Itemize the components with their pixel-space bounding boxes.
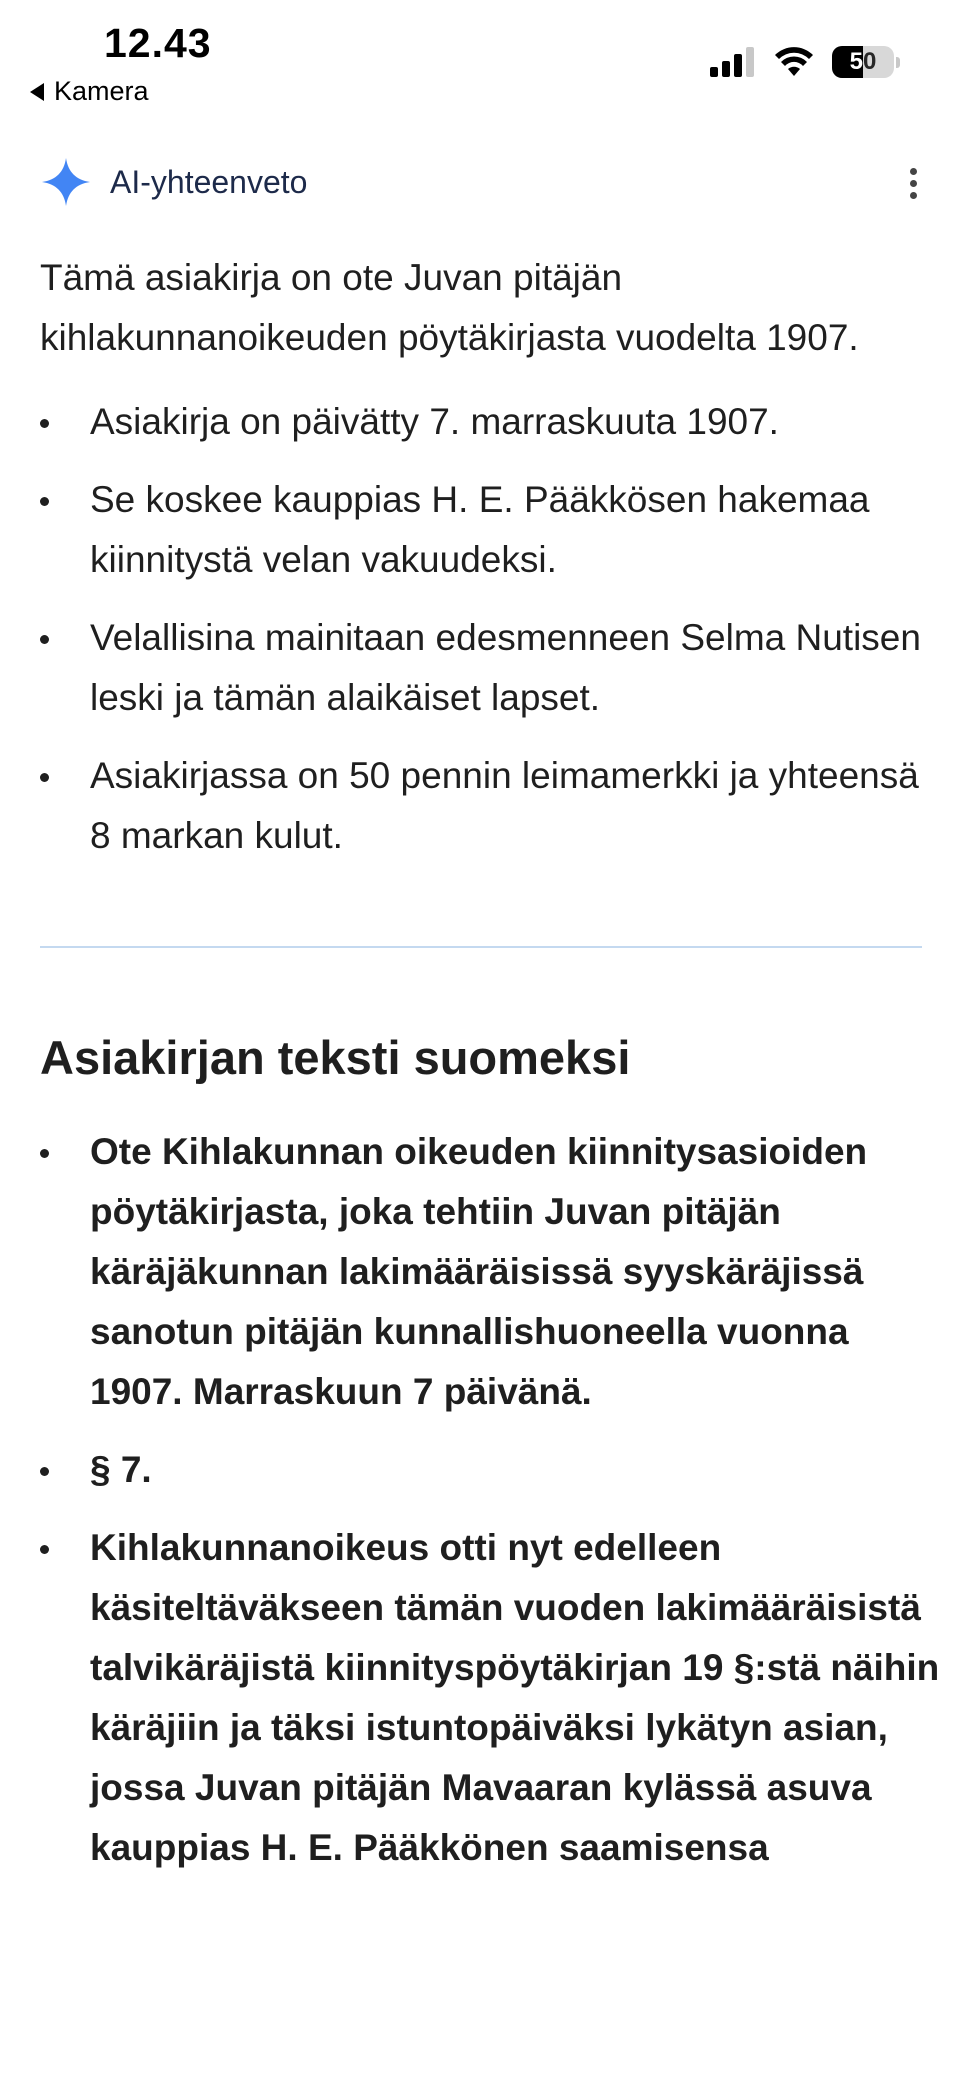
battery-level: 50 [849,48,877,75]
wifi-icon [774,47,814,77]
summary-item: Asiakirja on päivätty 7. marraskuuta 1907. [40,392,940,452]
status-icons [710,46,900,78]
summary-bullets [40,392,940,884]
summary-intro: Tämä asiakirja on ote Juvan pitäjän kihlakunnanoikeuden pöytäkirjasta vuodelta 1907. [40,257,859,358]
document-text-bullets [40,1122,940,1896]
status-bar [0,0,960,110]
section-divider [40,946,922,948]
document-text-item: Ote Kihlakunnan oikeuden kiinnitysasioiden pöytäkirjasta, joka tehtiin Juvan pitäjän käräjäkunnan lakimääräisissä syyskäräjissä sanotun pitäjän kunnallishuoneella vuonna 1907. Marraskuun 7 päivänä. [40,1122,940,1422]
more-vert-icon[interactable] [906,168,920,204]
summary-item: Asiakirjassa on 50 pennin leimamerkki ja yhteensä 8 markan kulut. [40,746,940,866]
document-text-item: Kihlakunnanoikeus otti nyt edelleen käsiteltäväkseen tämän vuoden lakimääräisistä talvikäräjistä kiinnityspöytäkirjan 19 §:stä näihin käräjiin ja täksi istuntopäiväksi lykätyn asian, jossa Juvan pitäjän Mavaaran kylässä asuva kauppias H. E. Pääkkönen saamisensa [40,1518,940,1878]
back-triangle-icon [30,83,44,101]
summary-item: Se koskee kauppias H. E. Pääkkösen hakemaa kiinnitystä velan vakuudeksi. [40,470,940,590]
battery-indicator [832,46,900,78]
back-app-label: Kamera [54,76,149,106]
document-text-heading: Asiakirjan teksti suomeksi [40,1031,631,1084]
gemini-sparkle-icon [40,156,92,208]
summary-item: Velallisina mainitaan edesmenneen Selma Nutisen leski ja tämän alaikäiset lapset. [40,608,940,728]
ai-summary-title: AI-yhteenveto [110,164,308,200]
ai-summary-header [40,154,920,214]
clock: 12.43 [104,20,212,66]
signal-icon [710,47,756,77]
back-to-app-button[interactable] [30,76,149,107]
document-text-item: § 7. [40,1440,940,1500]
